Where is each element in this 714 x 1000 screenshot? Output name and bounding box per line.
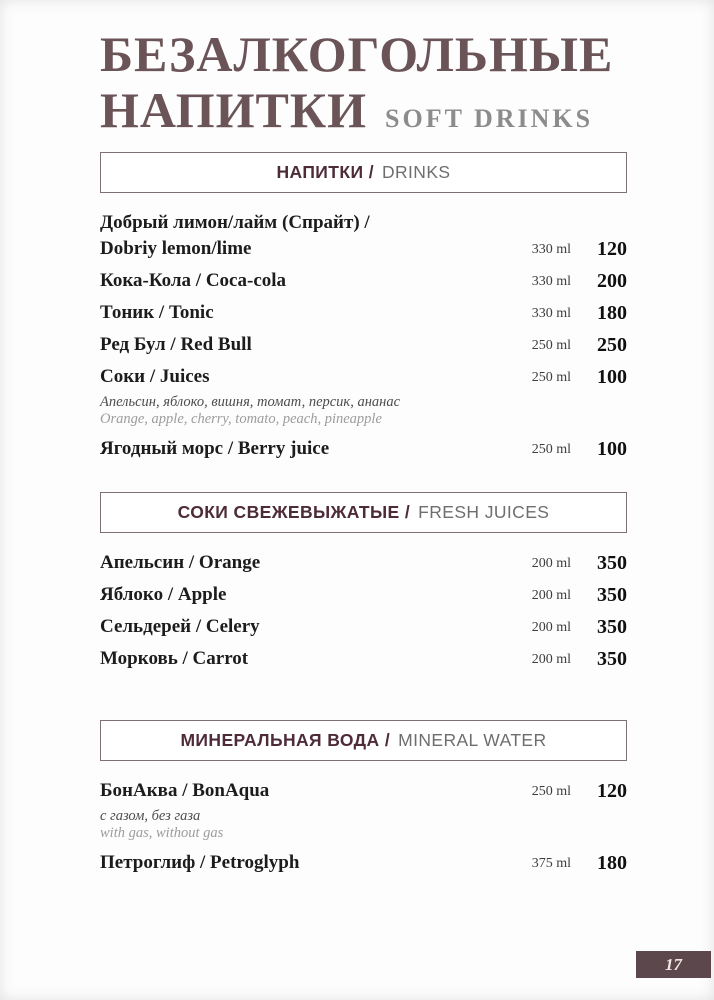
- section-header-en: FRESH JUICES: [418, 502, 550, 522]
- menu-item-row: [100, 364, 627, 390]
- menu-item-row: [100, 850, 627, 876]
- item-note-ru: Апельсин, яблоко, вишня, томат, персик, ананас: [100, 394, 401, 410]
- item-volume: 250 ml: [531, 338, 571, 353]
- section-header-ru: СОКИ СВЕЖЕВЫЖАТЫЕ /: [177, 502, 411, 522]
- section-items-mineral-water: [100, 778, 627, 876]
- item-name: Сельдерей / Celery: [100, 616, 260, 637]
- menu-item-row: [100, 778, 627, 804]
- item-name: Ред Бул / Red Bull: [100, 334, 252, 355]
- menu-item-row: [100, 436, 627, 462]
- section-header-en: DRINKS: [381, 162, 451, 182]
- item-price: 120: [597, 780, 627, 802]
- item-name-line1: Добрый лимон/лайм (Спрайт) /: [100, 212, 370, 233]
- item-volume: 330 ml: [531, 242, 571, 257]
- item-price: 350: [597, 616, 627, 638]
- page-number-badge: [636, 951, 711, 978]
- item-name: Морковь / Carrot: [100, 648, 249, 669]
- item-name: Яблоко / Apple: [100, 584, 227, 605]
- item-price: 350: [597, 584, 627, 606]
- item-note-ru: с газом, без газа: [100, 808, 201, 824]
- menu-item-row: [100, 210, 627, 262]
- item-volume: 330 ml: [531, 306, 571, 321]
- menu-item-row: [100, 300, 627, 326]
- item-price: 250: [597, 334, 627, 356]
- item-volume: 200 ml: [531, 556, 571, 571]
- page-title-en: SOFT DRINKS: [385, 104, 594, 133]
- page-title: [100, 26, 627, 138]
- menu-item-row: [100, 268, 627, 294]
- menu-item-row: [100, 614, 627, 640]
- page-title-line2: [100, 82, 627, 138]
- section-header-fresh-juices: [100, 492, 627, 533]
- item-name: Апельсин / Orange: [100, 552, 261, 573]
- item-name: Тоник / Tonic: [100, 302, 214, 323]
- item-volume: 250 ml: [531, 442, 571, 457]
- item-volume: 250 ml: [531, 784, 571, 799]
- item-price: 350: [597, 648, 627, 670]
- item-price: 100: [597, 366, 627, 388]
- item-price: 180: [597, 852, 627, 874]
- section-header-mineral-water: [100, 720, 627, 761]
- menu-item-row: [100, 332, 627, 358]
- section-header-ru: НАПИТКИ /: [276, 162, 374, 182]
- page-number: 17: [665, 954, 682, 974]
- item-volume: 250 ml: [531, 370, 571, 385]
- item-note-en: Orange, apple, cherry, tomato, peach, pineapple: [100, 411, 382, 427]
- item-name: Кока-Кола / Coca-cola: [100, 270, 287, 291]
- item-price: 180: [597, 302, 627, 324]
- item-note-en: with gas, without gas: [100, 825, 224, 841]
- item-name: Соки / Juices: [100, 366, 210, 387]
- item-note: [100, 394, 627, 428]
- item-price: 200: [597, 270, 627, 292]
- item-name: Ягодный морс / Berry juice: [100, 438, 330, 459]
- item-note: [100, 808, 627, 842]
- item-name: БонАква / BonAqua: [100, 780, 270, 801]
- menu-item-row: [100, 582, 627, 608]
- item-volume: 330 ml: [531, 274, 571, 289]
- section-header-drinks: [100, 152, 627, 193]
- item-price: 350: [597, 552, 627, 574]
- page-title-ru-line2: НАПИТКИ: [100, 82, 368, 138]
- page-title-ru-line1: БЕЗАЛКОГОЛЬНЫЕ: [100, 26, 614, 82]
- section-header-ru: МИНЕРАЛЬНАЯ ВОДА /: [180, 730, 391, 750]
- section-items-fresh-juices: [100, 550, 627, 672]
- menu-item-row: [100, 646, 627, 672]
- item-name: Петроглиф / Petroglyph: [100, 852, 300, 873]
- item-volume: 200 ml: [531, 652, 571, 667]
- menu-item-row: [100, 550, 627, 576]
- item-volume: 200 ml: [531, 588, 571, 603]
- item-name-line2: Dobriy lemon/lime: [100, 238, 252, 259]
- menu-content: [100, 0, 627, 882]
- section-items-drinks: [100, 210, 627, 462]
- section-header-en: MINERAL WATER: [398, 730, 547, 750]
- item-name: [100, 210, 499, 262]
- item-volume: 375 ml: [531, 856, 571, 871]
- item-price: 120: [597, 238, 627, 260]
- item-volume: 200 ml: [531, 620, 571, 635]
- item-price: 100: [597, 438, 627, 460]
